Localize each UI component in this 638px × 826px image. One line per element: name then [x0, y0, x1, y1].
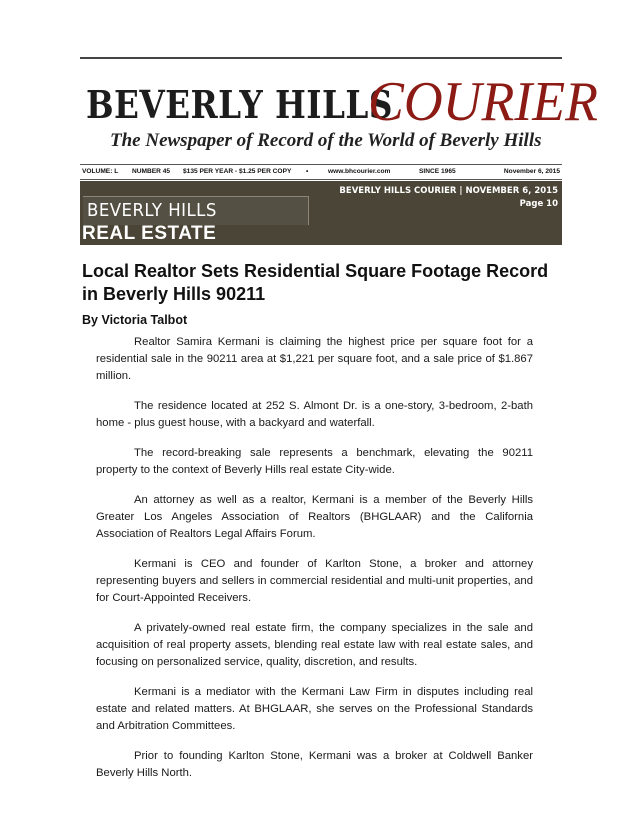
banner-header-line: BEVERLY HILLS COURIER | NOVEMBER 6, 2015: [339, 186, 558, 196]
section-title-bottom: REAL ESTATE: [82, 223, 217, 244]
article-paragraph: The record-breaking sale represents a benchmark, elevating the 90211 property to the context of Beverly Hills real estate City-wide.: [96, 447, 533, 476]
banner-header: [339, 185, 558, 211]
banner-page-label: Page 10: [519, 199, 558, 209]
info-price: $135 PER YEAR - $1.25 PER COPY: [183, 168, 292, 175]
info-bar: [80, 164, 562, 180]
masthead: [80, 66, 598, 162]
top-rule: [80, 57, 562, 59]
section-title-top: BEVERLY HILLS: [87, 200, 217, 221]
article-paragraph: The residence located at 252 S. Almont Dr. is a one-story, 3-bedroom, 2-bath home - plus guest house, with a backyard and waterfall.: [96, 400, 533, 429]
section-title-top-box: [83, 196, 309, 225]
info-number: NUMBER 45: [132, 168, 171, 175]
info-date: November 6, 2015: [503, 168, 560, 175]
article-body: [96, 334, 533, 795]
section-banner: [80, 181, 562, 245]
info-website: www.bhcourier.com: [328, 168, 391, 175]
masthead-name-left: BEVERLY HILLS: [86, 82, 393, 127]
article-paragraph: Kermani is a mediator with the Kermani Law Firm in disputes including real estate and related matters. At BHGLAAR, she serves on the Professional Standards and Arbitration Committees.: [96, 686, 533, 732]
info-bullet: •: [306, 168, 309, 175]
article-headline: Local Realtor Sets Residential Square Footage Record in Beverly Hills 90211: [82, 261, 549, 304]
masthead-tagline: The Newspaper of Record of the World of Beverly Hills: [110, 130, 542, 151]
article-paragraph: Realtor Samira Kermani is claiming the highest price per square foot for a residential sale in the 90211 area at $1,221 per square foot, and a sale price of $1.867 million.: [96, 336, 533, 382]
article-byline: By Victoria Talbot: [82, 313, 188, 327]
article-paragraph: Prior to founding Karlton Stone, Kermani was a broker at Coldwell Banker Beverly Hills North.: [96, 750, 533, 779]
masthead-name-right: COURIER: [368, 71, 598, 133]
article-paragraph: Kermani is CEO and founder of Karlton Stone, a broker and attorney representing buyers and sellers in commercial residential and multi-unit properties, and for Court-Appointed Receivers.: [96, 558, 533, 604]
article-paragraph: An attorney as well as a realtor, Kermani is a member of the Beverly Hills Greater Los Angeles Association of Realtors (BHGLAAR) and the California Association of Realtors Legal Affairs Forum.: [96, 494, 533, 540]
info-volume: VOLUME: L: [82, 168, 119, 175]
info-since: SINCE 1965: [419, 168, 456, 175]
article-paragraph: A privately-owned real estate firm, the company specializes in the sale and acquisition of real property assets, blending real estate law with real estate sales, and focusing on personalized service, quality, discretion, and results.: [96, 622, 533, 668]
